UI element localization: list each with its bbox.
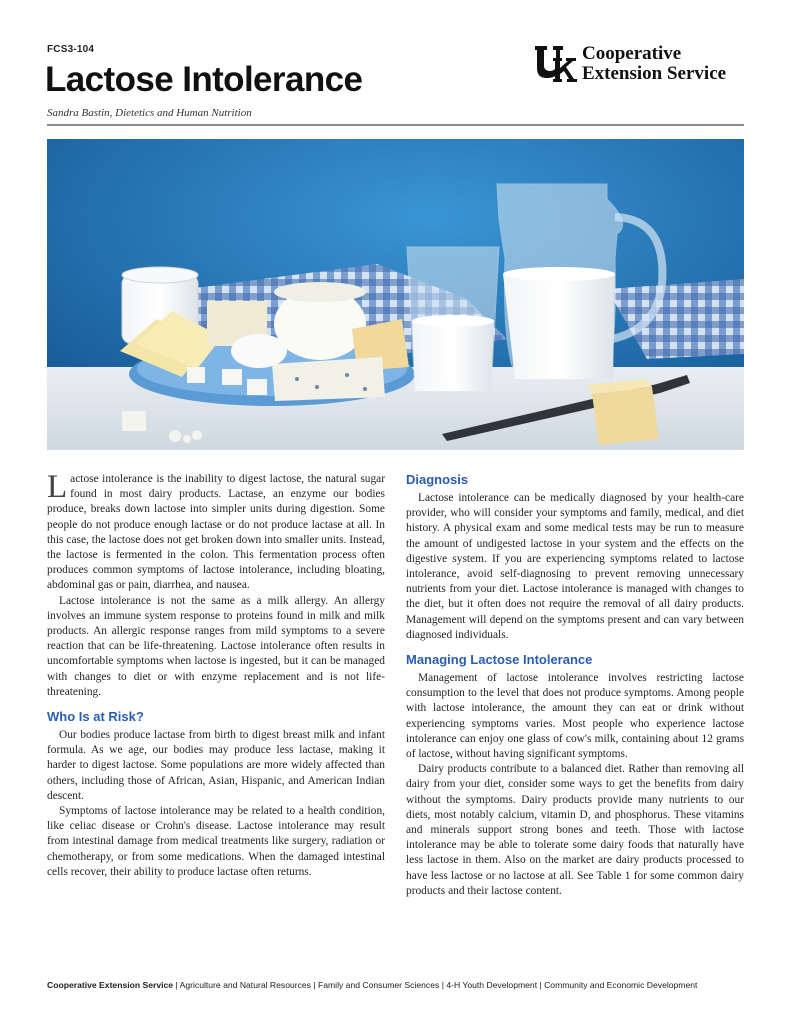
drop-cap: L [47,469,68,505]
managing-paragraph-2: Dairy products contribute to a balanced diet. Rather than removing all dairy from your diet, consider some ways to get the benefits from dairy without the symptoms. Dairy products provide many nutrients to our diets, most notably calcium, vitamin D, and phosphorus. These vitamins and minerals support strong bones and teeth. Those with lactose intolerance may be able to tolerate some dairy foods that naturally have less lactose in them. Also on the market are dairy products processed to have less lactose or no lactose at all. See Table 1 for some common dairy products and their lactose content. [406,763,744,897]
managing-paragraph-1: Management of lactose intolerance involves restricting lactose consumption to the level that does not produce symptoms. Among people with lactose intolerance, the amount they can eat or drink without experiencing symptoms varies. Most people who experience lactose intolerance can enjoy one glass of cow's milk, containing about 12 grams of lactose, without having significant symptoms. [406,672,744,761]
uk-logo-mark-icon [533,44,579,84]
heading-managing: Managing Lactose Intolerance [406,652,593,668]
left-column [47,469,385,880]
heading-who-at-risk: Who Is at Risk? [47,709,144,725]
logo-line-2: Extension Service [582,63,727,84]
footer-programs: | Agriculture and Natural Resources | Family and Consumer Sciences | 4-H Youth Development | Community and Economic Development [173,980,698,990]
dairy-products-photo [47,139,744,450]
author-line: Sandra Bastin, Dietetics and Human Nutrition [47,107,252,119]
header-divider [47,124,744,126]
dairy-photo-illustration [47,139,744,450]
uk-extension-logo [533,44,745,86]
risk-paragraph-2: Symptoms of lactose intolerance may be related to a health condition, like celiac disease or Crohn's disease. Lactose intolerance may result from intestinal damage from medical treatments like surgery, radiation or chemotherapy, or from some medications. When the damaged intestinal cells recover, their ability to produce lactase often returns. [47,805,385,878]
page-title: Lactose Intolerance [45,60,363,99]
footer [47,980,747,990]
intro-paragraph-2: Lactose intolerance is not the same as a milk allergy. An allergy involves an immune system response to proteins found in milk and milk products. An allergic response ranges from mild symptoms to a severe reaction that can be life-threatening. Lactose intolerance often results in uncomfortable symptoms when lactose is ingested, but it can be managed with changes to diet or with enzyme replacement and is not life-threatening. [47,594,385,698]
publication-code: FCS3-104 [47,44,95,55]
logo-line-1: Cooperative [582,43,682,64]
logo-text [582,44,726,84]
risk-paragraph-1: Our bodies produce lactase from birth to digest breast milk and infant formula. As we age, our bodies may produce less lactase, making it harder to digest lactose. Some populations are more widely affected than others, including those of African, Asian, Hispanic, and American Indian descent. [47,729,385,802]
right-column [406,472,744,899]
footer-org: Cooperative Extension Service [47,980,174,990]
heading-diagnosis: Diagnosis [406,472,469,487]
intro-text-1: actose intolerance is the inability to digest lactose, the natural sugar found in most dairy products. Lactase, an enzyme our bodies produce, breaks down lactose into simpler units during digestion. Some people do not produce enough lactase or do not produce lactase at all. In this case, the lactose does not get broken down into smaller units. Instead, the lactose is fermented in the colon. This fermentation process often produces common symptoms of lactose intolerance, including bloating, abdominal gas or pain, diarrhea, and nausea. [47,473,385,592]
diagnosis-paragraph: Lactose intolerance can be medically diagnosed by your health-care provider, who will consider your symptoms and family, medical, and diet history. A physical exam and some medical tests may be run to measure the amount of undigested lactose in your system and the effects on the digestive system. If you are experiencing symptoms related to lactose intolerance, avoid self-diagnosing to prevent removing unnecessary nutrients from your diet. Lactose intolerance is managed with changes to the diet, but it often does not require the removal of all dairy products. Management will depend on the symptoms present and can vary between diagnosed individuals. [406,492,744,641]
intro-paragraph-1 [47,469,385,594]
